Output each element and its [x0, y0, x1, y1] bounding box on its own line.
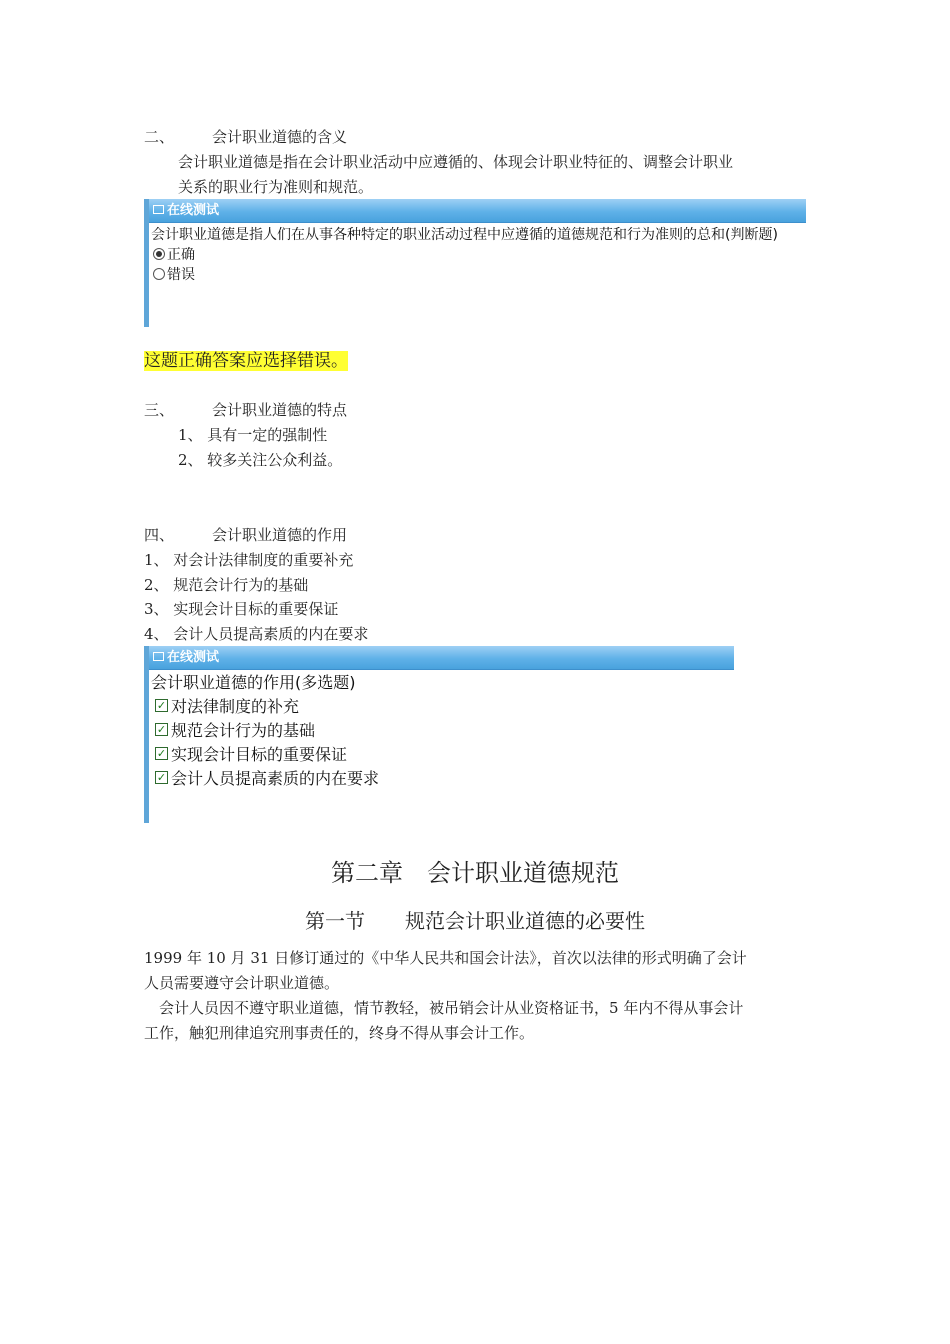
section-2-text-line-1: 会计职业道德是指在会计职业活动中应遵循的、体现会计职业特征的、调整会计职业: [178, 153, 734, 171]
quiz-option-label: 正确: [167, 247, 195, 263]
quiz-window-icon: [153, 205, 164, 214]
radio-unselected-icon[interactable]: [153, 268, 165, 280]
section-3-title: 会计职业道德的特点: [212, 401, 348, 419]
quiz-option-label: 规范会计行为的基础: [171, 721, 316, 740]
checkbox-checked-icon[interactable]: ✓: [156, 723, 167, 736]
section-4-heading: [144, 523, 347, 548]
section-3-item: 1、 具有一定的强制性: [178, 426, 328, 444]
paragraph-1-line-1: 1999 年 10 月 31 日修订通过的《中华人民共和国会计法》，首次以法律的形式明确了会计: [144, 949, 747, 967]
quiz-option[interactable]: [149, 743, 734, 767]
answer-note-highlight: 这题正确答案应选择错误。: [144, 351, 348, 371]
quiz-option-label: 对法律制度的补充: [171, 697, 300, 716]
section-3-number: 三、: [144, 401, 175, 419]
quiz-option[interactable]: [149, 767, 734, 791]
section-4-item: 1、 对会计法律制度的重要补充: [144, 551, 354, 569]
answer-note: [144, 349, 348, 373]
quiz-option-false[interactable]: [149, 265, 806, 285]
quiz-header-label: 在线测试: [167, 203, 220, 218]
section-2-text-line-2: 关系的职业行为准则和规范。: [178, 178, 374, 196]
section-2-number: 二、: [144, 128, 175, 146]
quiz-question: 会计职业道德是指人们在从事各种特定的职业活动过程中应遵循的道德规范和行为准则的总和(判断题): [151, 227, 778, 243]
quiz-option[interactable]: [149, 695, 734, 719]
paragraph-1-line-2: 人员需要遵守会计职业道德。: [144, 974, 340, 992]
section-4-item: 3、 实现会计目标的重要保证: [144, 600, 339, 618]
checkbox-checked-icon[interactable]: ✓: [156, 771, 167, 784]
quiz-window-icon: [153, 652, 164, 661]
quiz-panel-true-false: [144, 199, 806, 327]
quiz-option-label: 会计人员提高素质的内在要求: [171, 769, 380, 788]
section-2-heading: [144, 125, 347, 150]
quiz-header: [149, 646, 734, 670]
paragraph-2-line-1: 会计人员因不遵守职业道德，情节教轻，被吊销会计从业资格证书，5 年内不得从事会计: [144, 999, 744, 1017]
section-3-heading: [144, 398, 347, 423]
checkbox-checked-icon[interactable]: ✓: [156, 699, 167, 712]
chapter-title: 第二章 会计职业道德规范: [331, 859, 619, 887]
quiz-question: 会计职业道德的作用(多选题): [151, 673, 356, 692]
section-4-item: 4、 会计人员提高素质的内在要求: [144, 625, 369, 643]
radio-selected-icon[interactable]: [153, 248, 165, 260]
quiz-option[interactable]: [149, 719, 734, 743]
section-2-title: 会计职业道德的含义: [212, 128, 348, 146]
quiz-panel-multiple-choice: [144, 646, 734, 823]
section-title: 第一节 规范会计职业道德的必要性: [305, 909, 645, 933]
quiz-option-label: 实现会计目标的重要保证: [171, 745, 348, 764]
section-3-item: 2、 较多关注公众利益。: [178, 451, 343, 469]
section-4-title: 会计职业道德的作用: [212, 526, 348, 544]
paragraph-2-line-2: 工作，触犯刑律追究刑事责任的，终身不得从事会计工作。: [144, 1024, 535, 1042]
section-4-item: 2、 规范会计行为的基础: [144, 576, 309, 594]
quiz-option-label: 错误: [167, 267, 195, 283]
checkbox-checked-icon[interactable]: ✓: [156, 747, 167, 760]
quiz-header: [149, 199, 806, 223]
quiz-option-true[interactable]: [149, 245, 806, 265]
quiz-header-label: 在线测试: [167, 650, 220, 665]
section-4-number: 四、: [144, 526, 175, 544]
